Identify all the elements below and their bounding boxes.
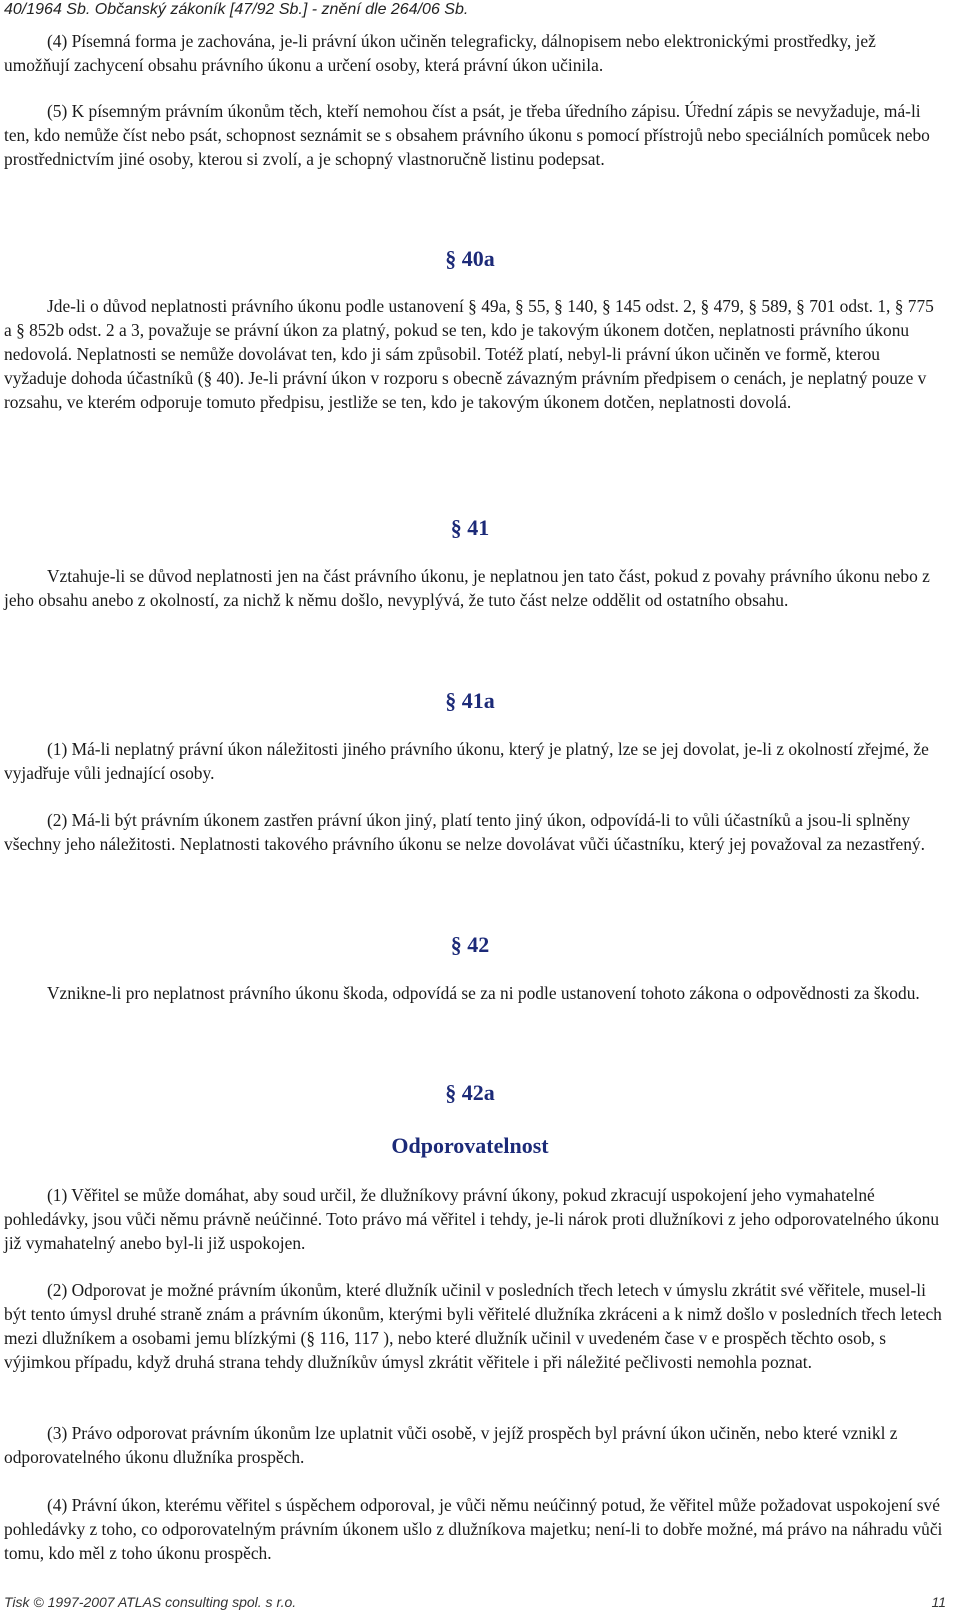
page-footer [4,1594,956,1610]
paragraph-42: Vznikne-li pro neplatnost právního úkonu škoda, odpovídá se za ni podle ustanovení tohoto zákona o odpovědnosti za škodu. [47,983,920,1003]
paragraph-40-4: (4) Písemná forma je zachována, je-li právní úkon učiněn telegraficky, dálnopisem nebo elektronickými prostředky, jež umožňují zachycení obsahu právního úkonu a určení osoby, která právní úkon učinila. [4,31,876,75]
paragraph-42a-3: (3) Právo odporovat právním úkonům lze uplatnit vůči osobě, v jejíž prospěch byl právní úkon učiněn, nebo které vznikl z odporovatelného úkonu dlužníka prospěch. [4,1423,898,1467]
paragraph-42a-2: (2) Odporovat je možné právním úkonům, které dlužník učinil v posledních třech letech v úmyslu zkrátit své věřitele, musel-li být tento úmysl druhé straně znám a právním úkonům, kterými byli věřitelé dlužníka zkráceni a k nimž došlo v posledních třech letech mezi dlužníkem a osobami jemu blízkými (§ 116, 117 ), nebo které dlužník učinil v uvedeném čase v e prospěch těchto osob, s výjimkou případu, když druhá strana tehdy dlužníkův úmysl zkrátit věřitele i při náležité pečlivosti nemohla poznat. [4,1280,942,1372]
section-heading-41a: § 41a [445,688,495,713]
paragraph-42a-4: (4) Právní úkon, kterému věřitel s úspěchem odporoval, je vůči němu neúčinný potud, že věřitel může požadovat uspokojení své pohledávky z toho, co odporovatelným právním úkonem ušlo z dlužníkova majetku; není-li to dobře možné, má právo na náhradu vůči tomu, kdo měl z toho úkonu prospěch. [4,1495,943,1563]
section-heading-42: § 42 [450,932,490,957]
paragraph-41a-1: (1) Má-li neplatný právní úkon náležitosti jiného právního úkonu, který je platný, lze se jej dovolat, je-li z okolností zřejmé, že vyjadřuje vůli jednající osoby. [4,739,929,783]
section-heading-40a: § 40a [445,246,495,271]
paragraph-41: Vztahuje-li se důvod neplatnosti jen na část právního úkonu, je neplatnou jen tato část, pokud z povahy právního úkonu nebo z jeho obsahu anebo z okolností, za nichž k němu došlo, nevyplývá, že tuto část nelze oddělit od ostatního obsahu. [4,566,930,610]
section-heading-42a: § 42a [445,1080,495,1105]
document-header: 40/1964 Sb. Občanský zákoník [47/92 Sb.] - znění dle 264/06 Sb. [4,1,469,18]
paragraph-41a-2: (2) Má-li být právním úkonem zastřen právní úkon jiný, platí tento jiný úkon, odpovídá-li to vůli účastníků a jsou-li splněny všechny jeho náležitosti. Neplatnosti takového právního úkonu se nelze dovolávat vůči účastníku, který jej považoval za nezastřený. [4,810,925,854]
section-heading-41: § 41 [450,515,490,540]
page-number: 11 [931,1594,946,1610]
section-title-odporovatelnost: Odporovatelnost [391,1133,549,1158]
paragraph-40a: Jde-li o důvod neplatnosti právního úkonu podle ustanovení § 49a, § 55, § 140, § 145 odst. 2, § 479, § 589, § 701 odst. 1, § 775 a § 852b odst. 2 a 3, považuje se právní úkon za platný, pokud se ten, kdo je takovým úkonem dotčen, neplatnosti právního úkonu nedovolá. Neplatnosti se nemůže dovolávat ten, kdo ji sám způsobil. Totéž platí, nebyl-li právní úkon učiněn ve formě, kterou vyžaduje dohoda účastníků (§ 40). Je-li právní úkon v rozporu s obecně závazným právním předpisem o cenách, je neplatný pouze v rozsahu, ve kterém odporuje tomuto předpisu, jestliže se ten, kdo je takovým úkonem dotčen, neplatnosti dovolá. [4,296,934,412]
paragraph-40-5: (5) K písemným právním úkonům těch, kteří nemohou číst a psát, je třeba úředního zápisu. Úřední zápis se nevyžaduje, má-li ten, kdo nemůže číst nebo psát, schopnost seznámit se s obsahem právního úkonu s pomocí přístrojů nebo speciálních pomůcek nebo prostřednictvím jiné osoby, kterou si zvolí, a je schopný vlastnoručně listinu podepsat. [4,101,930,169]
paragraph-42a-1: (1) Věřitel se může domáhat, aby soud určil, že dlužníkovy právní úkony, pokud zkracují uspokojení jeho vymahatelné pohledávky, jsou vůči němu právně neúčinné. Toto právo má věřitel i tehdy, je-li nárok proti dlužníkovi z jeho odporovatelného úkonu již vymahatelný anebo byl-li již uspokojen. [4,1185,940,1253]
footer-copyright: Tisk © 1997-2007 ATLAS consulting spol. s r.o. [4,1594,297,1610]
